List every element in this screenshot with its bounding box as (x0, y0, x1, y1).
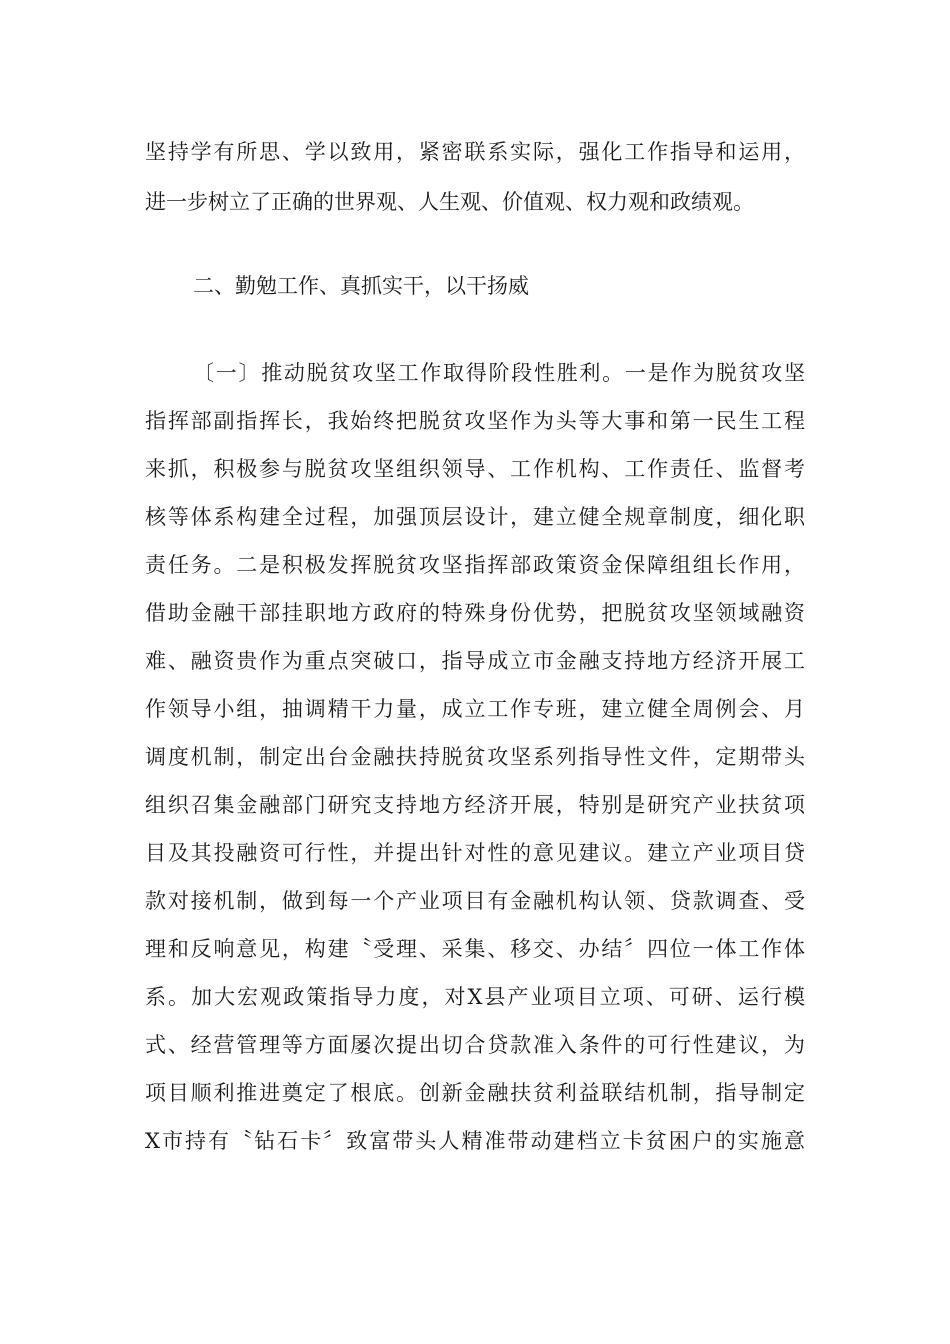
body-line-7: 难、融资贵作为重点突破口，指导成立市金融支持地方经济开展工 (145, 649, 805, 673)
body-line-4: 核等体系构建全过程，加强顶层设计，建立健全规章制度，细化职 (145, 505, 805, 529)
body-line-15: 式、经营管理等方面屡次提出切合贷款准入条件的可行性建议，为 (145, 1033, 805, 1057)
body-line-8: 作领导小组，抽调精干力量，成立工作专班，建立健全周例会、月 (145, 697, 805, 721)
body-line-5: 责任务。二是积极发挥脱贫攻坚指挥部政策资金保障组组长作用， (145, 553, 805, 577)
body-line-6: 借助金融干部挂职地方政府的特殊身份优势，把脱贫攻坚领域融资 (145, 601, 805, 625)
body-line-3: 来抓，积极参与脱贫攻坚组织领导、工作机构、工作责任、监督考 (145, 457, 805, 481)
intro-line-2: 进一步树立了正确的世界观、人生观、价值观、权力观和政绩观。 (145, 190, 754, 214)
body-line-11: 目及其投融资可行性，并提出针对性的意见建议。建立产业项目贷 (145, 841, 805, 865)
body-line-10: 组织召集金融部门研究支持地方经济开展，特别是研究产业扶贫项 (145, 793, 805, 817)
body-line-12: 款对接机制，做到每一个产业项目有金融机构认领、贷款调查、受 (145, 889, 805, 913)
intro-line-1: 坚持学有所思、学以致用，紧密联系实际，强化工作指导和运用， (145, 140, 805, 164)
section-heading: 二、勤勉工作、真抓实干，以干扬威 (193, 274, 529, 298)
body-line-2: 指挥部副指挥长，我始终把脱贫攻坚作为头等大事和第一民生工程 (145, 409, 805, 433)
body-line-17: X市持有〝钻石卡〞致富带头人精准带动建档立卡贫困户的实施意 (145, 1129, 805, 1153)
body-line-16: 项目顺利推进奠定了根底。创新金融扶贫利益联结机制，指导制定 (145, 1081, 805, 1105)
body-line-9: 调度机制，制定出台金融扶持脱贫攻坚系列指导性文件，定期带头 (145, 745, 805, 769)
body-line-13: 理和反响意见，构建〝受理、采集、移交、办结〞四位一体工作体 (145, 937, 805, 961)
body-line-1: 〔一〕推动脱贫攻坚工作取得阶段性胜利。一是作为脱贫攻坚 (193, 361, 805, 385)
body-line-14: 系。加大宏观政策指导力度，对X县产业项目立项、可研、运行模 (145, 985, 805, 1009)
